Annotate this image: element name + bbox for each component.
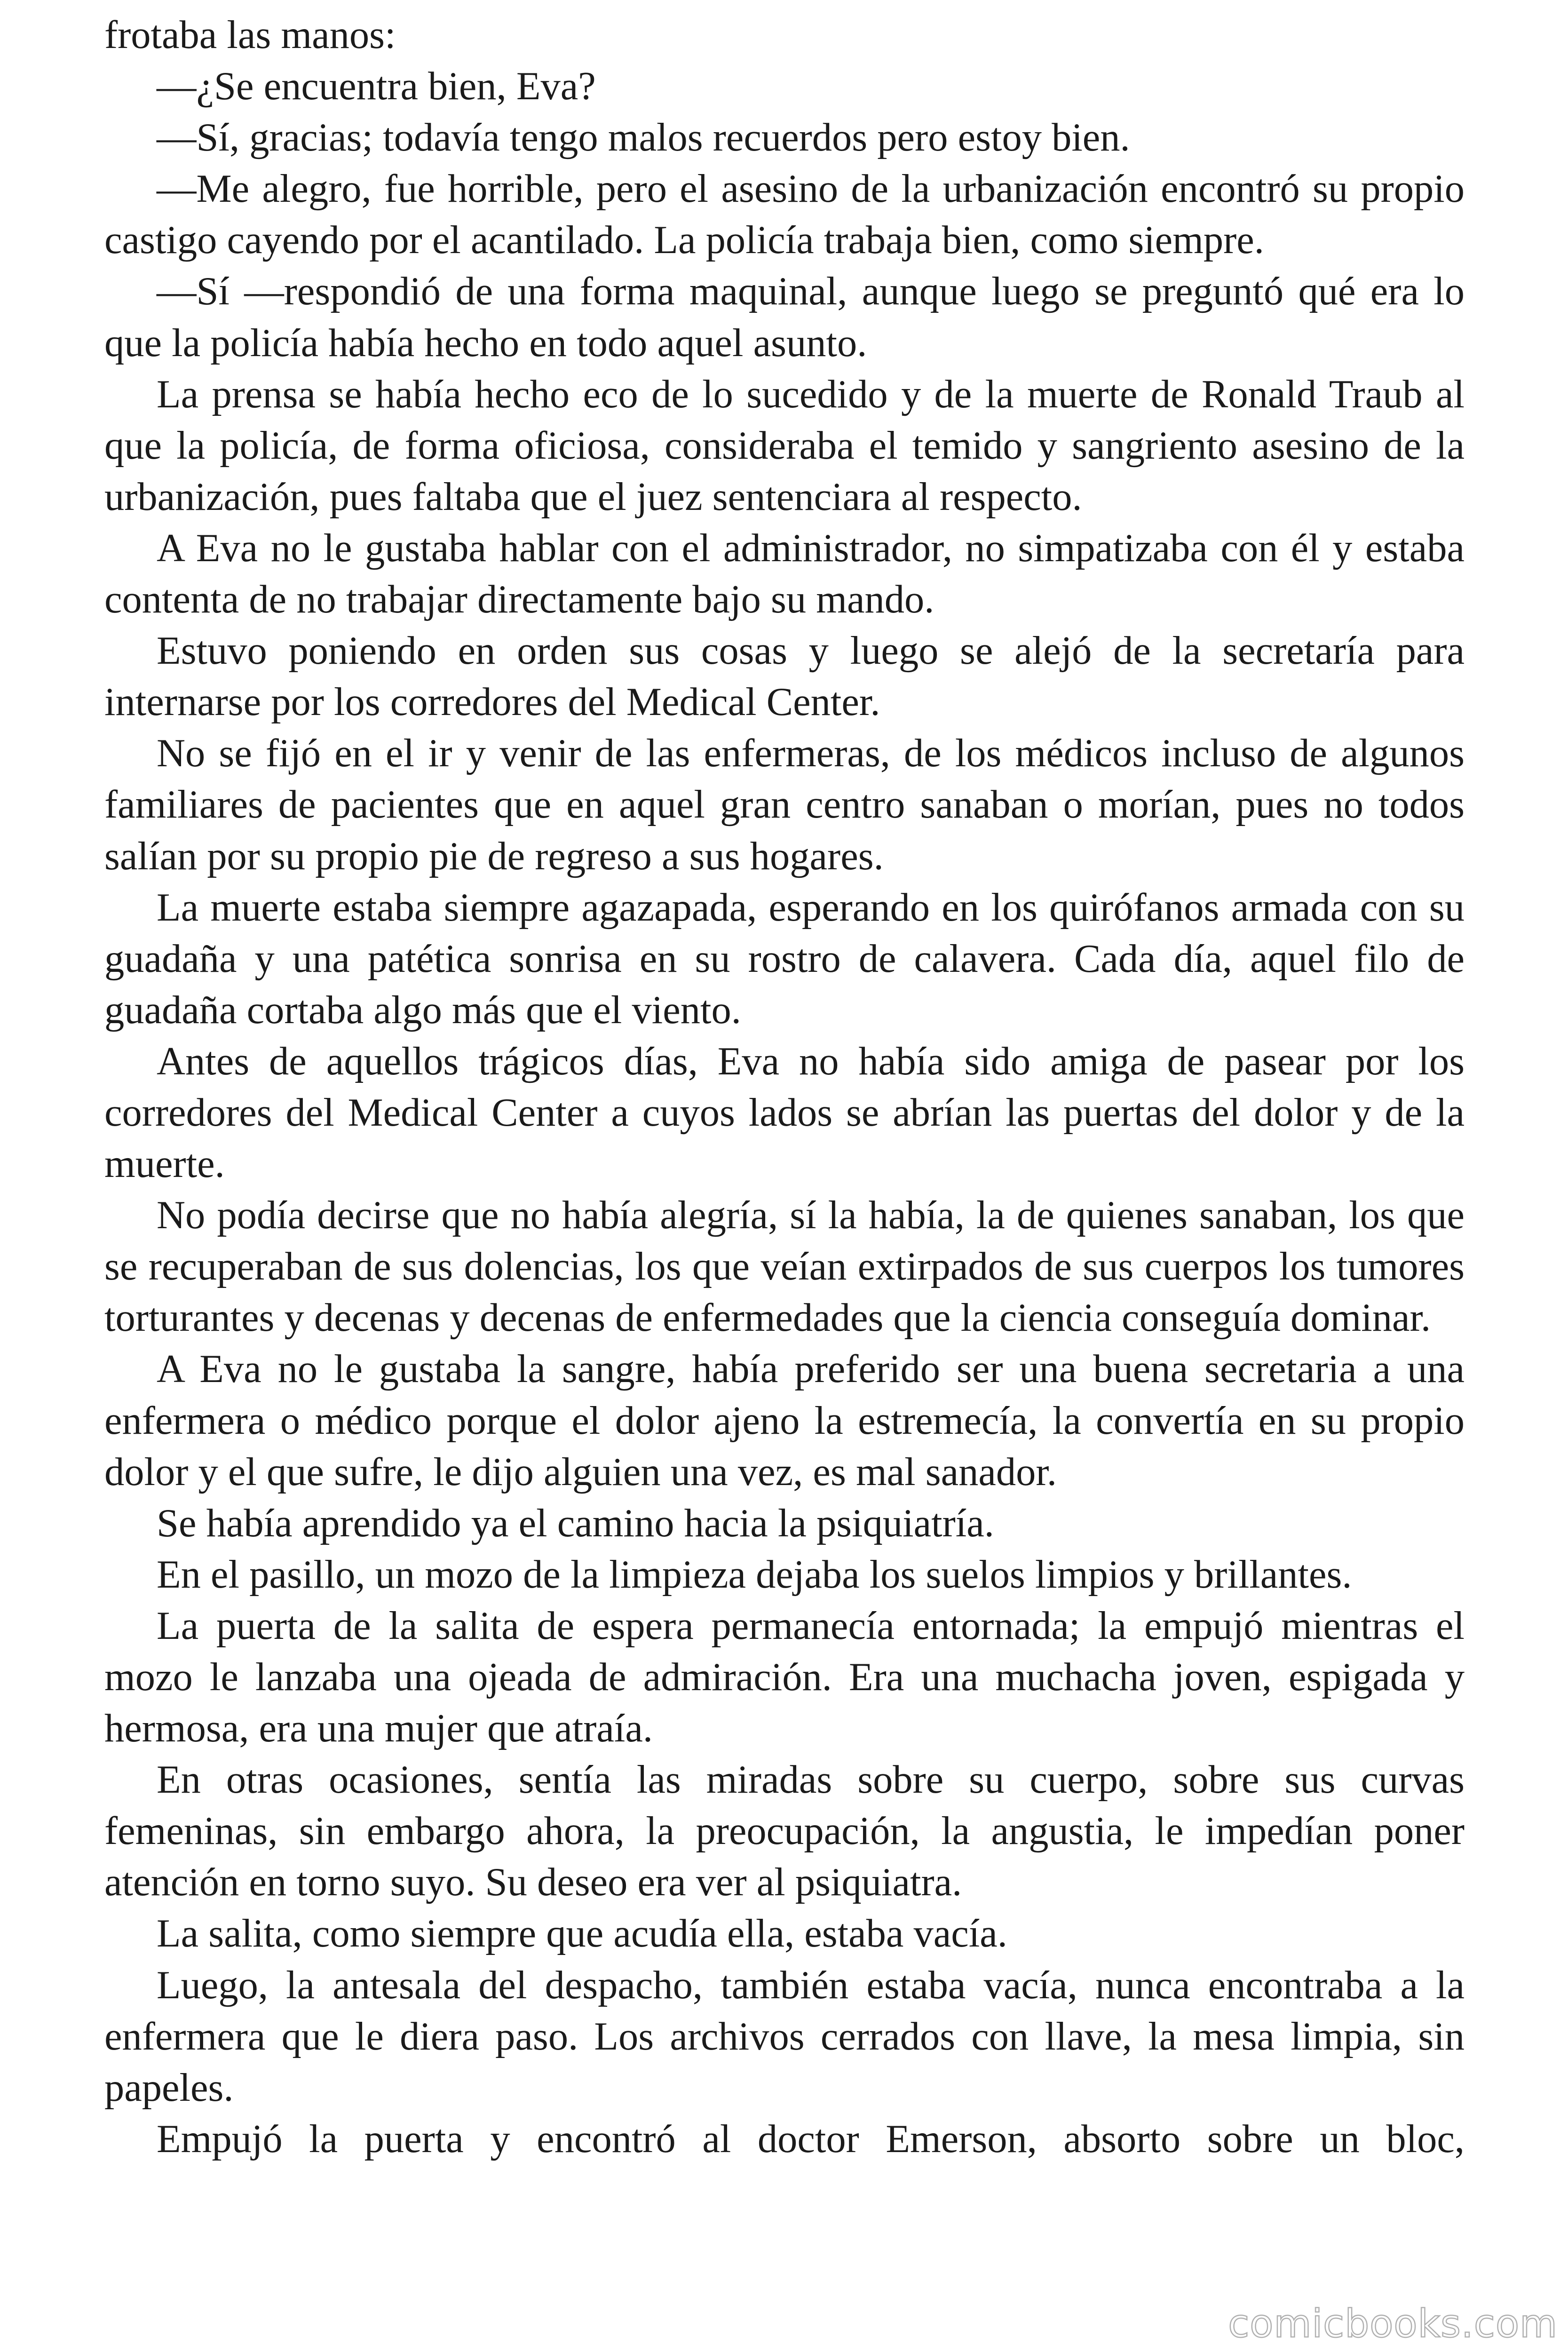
paragraph: A Eva no le gustaba hablar con el administrador, no simpatizaba con él y estaba contenta de no trabajar directamente bajo su mando.	[104, 526, 1465, 622]
paragraph: En el pasillo, un mozo de la limpieza dejaba los suelos limpios y brillantes.	[157, 1552, 1352, 1597]
paragraph: La puerta de la salita de espera permanecía entornada; la empujó mientras el mozo le lanzaba una ojeada de admiración. Era una muchacha joven, espigada y hermosa, era una mujer que atraía.	[104, 1604, 1465, 1751]
paragraph: La salita, como siempre que acudía ella, estaba vacía.	[157, 1912, 1007, 1956]
watermark: comicbooks.com	[1228, 2302, 1558, 2346]
paragraph: En otras ocasiones, sentía las miradas sobre su cuerpo, sobre sus curvas femeninas, sin embargo ahora, la preocupación, la angustia, le impedían poner atención en torno suyo. Su deseo era ver al psiquiatra.	[104, 1758, 1465, 1905]
paragraph: A Eva no le gustaba la sangre, había preferido ser una buena secretaria a una enfermera o médico porque el dolor ajeno la estremecía, la convertía en su propio dolor y el que sufre, le dijo alguien una vez, es mal sanador.	[104, 1347, 1465, 1494]
paragraph: No se fijó en el ir y venir de las enfermeras, de los médicos incluso de algunos familiares de pacientes que en aquel gran centro sanaban o morían, pues no todos salían por su propio pie de regreso a sus hogares.	[104, 731, 1465, 878]
paragraph: La muerte estaba siempre agazapada, esperando en los quirófanos armada con su guadaña y una patética sonrisa en su rostro de calavera. Cada día, aquel filo de guadaña cortaba algo más que el viento.	[104, 885, 1465, 1032]
paragraph: —Sí —respondió de una forma maquinal, aunque luego se preguntó qué era lo que la policía había hecho en todo aquel asunto.	[104, 270, 1465, 365]
paragraph: frotaba las manos:	[104, 13, 396, 57]
paragraph: No podía decirse que no había alegría, sí la había, la de quienes sanaban, los que se recuperaban de sus dolencias, los que veían extirpados de sus cuerpos los tumores torturantes y decenas y decenas de enfermedades que la ciencia conseguía dominar.	[104, 1193, 1465, 1340]
paragraph: La prensa se había hecho eco de lo sucedido y de la muerte de Ronald Traub al que la policía, de forma oficiosa, consideraba el temido y sangriento asesino de la urbanización, pues faltaba que el juez sentenciara al respecto.	[104, 372, 1465, 519]
paragraph: Luego, la antesala del despacho, también estaba vacía, nunca encontraba a la enfermera que le diera paso. Los archivos cerrados con llave, la mesa limpia, sin papeles.	[104, 1963, 1465, 2110]
paragraph: Se había aprendido ya el camino hacia la psiquiatría.	[157, 1501, 994, 1545]
paragraph: Antes de aquellos trágicos días, Eva no había sido amiga de pasear por los corredores del Medical Center a cuyos lados se abrían las puertas del dolor y de la muerte.	[104, 1039, 1465, 1186]
paragraph: —Me alegro, fue horrible, pero el asesino de la urbanización encontró su propio castigo cayendo por el acantilado. La policía trabaja bien, como siempre.	[104, 167, 1465, 262]
paragraph: Empujó la puerta y encontró al doctor Emerson, absorto sobre un bloc,	[157, 2117, 1465, 2161]
paragraph: Estuvo poniendo en orden sus cosas y luego se alejó de la secretaría para internarse por los corredores del Medical Center.	[104, 629, 1465, 724]
body-text	[104, 9, 1465, 2165]
paragraph: —Sí, gracias; todavía tengo malos recuerdos pero estoy bien.	[157, 116, 1130, 160]
paragraph: —¿Se encuentra bien, Eva?	[157, 64, 596, 109]
